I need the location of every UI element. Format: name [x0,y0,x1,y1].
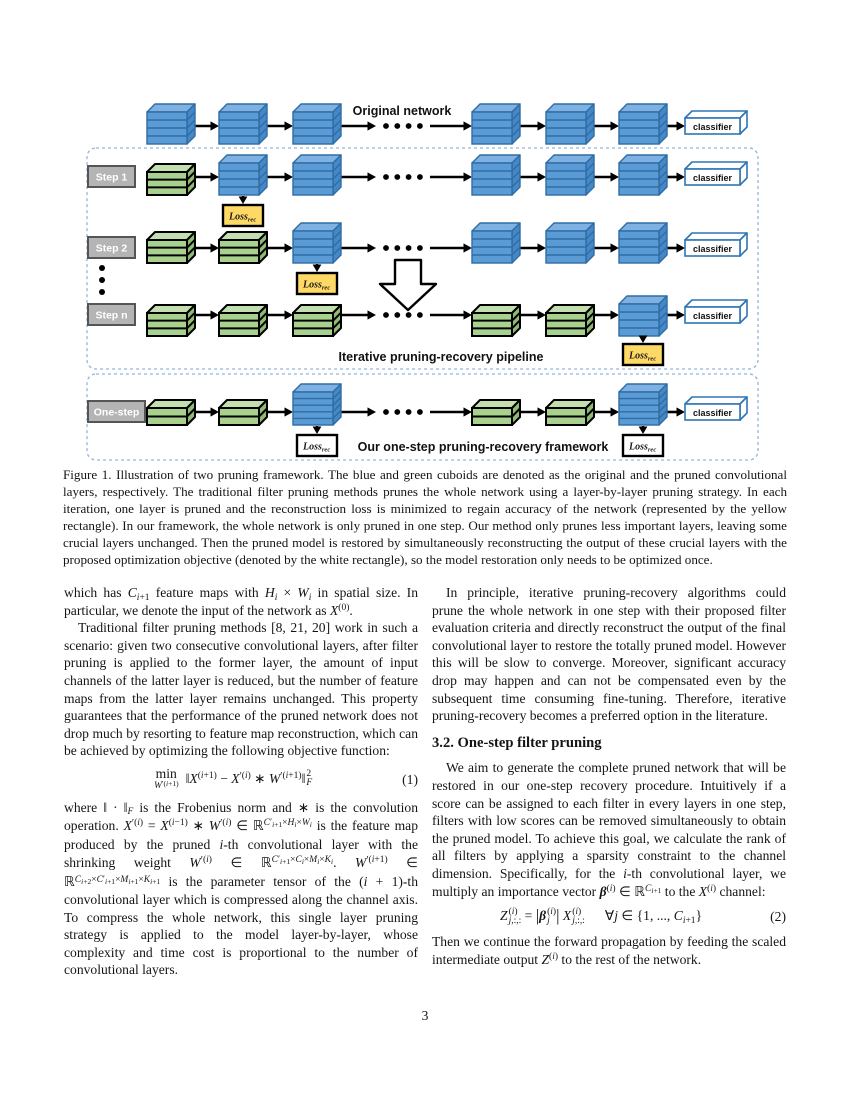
conv-layer-cuboid [219,155,267,195]
conv-layer-cuboid [619,384,667,425]
flow-arrow [667,121,685,130]
equation-1-body: min $W^{'(i+1)}$ $‖X^{(i+1)} - X^{'(i)}$ ∗ $W^{'(i+1)}‖$ 2 F [153,765,313,791]
page-number: 3 [421,1008,429,1023]
loss-arrow [639,336,648,344]
conv-layer-cuboid [293,384,341,425]
flow-arrow [267,243,293,252]
svg-text:Lossrec: Loss$_{rec}$ [629,350,657,363]
big-down-arrow [380,260,436,310]
flow-arrow [195,121,219,130]
equation-2-body: Z (i) j,:,: = |β (i) j | X (i) j,:,: ∀j ∈ {1, ..., $C_{i+1}$} [500,906,703,926]
pruned-layer-cuboid [472,400,520,425]
classifier-box [685,162,747,185]
step-label [88,304,135,325]
svg-text:One-step: One-step [93,406,140,419]
flow-arrow [667,407,685,416]
classifier-box [685,111,747,134]
conv-layer-cuboid [619,296,667,336]
flow-arrow [667,172,685,181]
loss-rec-box [223,205,263,226]
step-label [88,401,145,422]
flow-arrow [195,310,219,319]
flow-arrow [195,172,219,181]
step-1-row [88,155,747,226]
svg-text:Step 2: Step 2 [95,242,128,255]
flow-arrow [195,407,219,416]
loss-rec-box [623,344,663,365]
pruned-layer-cuboid [219,232,267,263]
svg-text:Step 1: Step 1 [95,171,128,184]
ellipsis-dots [383,123,423,129]
flow-arrow [430,172,472,181]
flow-arrow [520,243,546,252]
conv-layer-cuboid [619,155,667,195]
section-heading-3-2: 3.2. One-step filter pruning [432,734,602,751]
conv-layer-cuboid [546,223,594,263]
loss-arrow [313,264,322,272]
svg-text:Step n: Step n [95,309,128,322]
body-paragraph: where ‖ · $‖_F$ is the Frobenius norm and ∗ is the convolution operation. $X^{'(i)} = X^{(i-1)}$ ∗ $W^{'(i)}$ ∈ ℝ$^{C'_{i+1}\times H_i\times W_i}$ is the feature map produced by the pruned i-th convolutional layer with the shrinking weight $W^{'(i)}$ ∈ ℝ$^{C'_{i+1}\times C_i\times M_i\times K_i}$. $W^{'(i+1)}$ ∈ ℝ$^{C_{i+2}\times C'_{i+1}\times M_{i+1}\times K_{i+1}}$ is the parameter tensor of the (i + 1)-th convolutional layer which is compressed along the channel axis. To compress the whole network, this single layer pruning strategy is applied to the model layer-by-layer, whose complexity and time cost is proportional to the number of convolutional layers. [64,799,419,978]
column-left [64,584,418,979]
flow-arrow [341,310,376,319]
ellipsis-dots [383,245,423,251]
original-network-label: Original network [352,104,452,118]
classifier-box [685,233,747,256]
flow-arrow [430,407,472,416]
flow-arrow [341,243,376,252]
flow-arrow [594,310,619,319]
conv-layer-cuboid [619,104,667,144]
svg-text:Lossrec: Loss$_{rec}$ [303,279,331,292]
flow-arrow [267,172,293,181]
pruned-layer-cuboid [147,164,195,195]
pruned-layer-cuboid [546,400,594,425]
conv-layer-cuboid [472,223,520,263]
svg-text:classifier: classifier [692,244,733,254]
flow-arrow [594,243,619,252]
ellipsis-dots [383,409,423,415]
svg-text:classifier: classifier [692,311,733,321]
loss-arrow [239,196,248,204]
flow-arrow [267,310,293,319]
flow-arrow [520,121,546,130]
body-paragraph: We aim to generate the complete pruned network that will be restored in our one-step recovery procedure. Intuitively if a score can be assigned to each filter in every layers in one step, filters with low scores can be removed simultaneously to obtain the pruned model. To achieve this goal, we calculate the rank of all filters by applying a sparsity constraint to the channel dimension. Specifically, for the i-th convolutional layer, we multiply an importance vector $\beta^{(i)}$ ∈ ℝ$^{C_{i+1}}$ to the $X^{(i)}$ channel: [432,760,786,899]
svg-text:classifier: classifier [692,173,733,183]
classifier-box [685,397,747,420]
flow-arrow [520,172,546,181]
svg-text:Lossrec: Loss$_{rec}$ [229,211,257,224]
ellipsis-dots [383,174,423,180]
ellipsis-dots [383,312,423,318]
pruned-layer-cuboid [546,305,594,336]
equation-1 [64,767,418,792]
step-label [88,166,135,187]
flow-arrow [430,243,472,252]
conv-layer-cuboid [472,104,520,144]
pruned-layer-cuboid [472,305,520,336]
flow-arrow [667,243,685,252]
conv-layer-cuboid [546,104,594,144]
conv-layer-cuboid [293,223,341,263]
pruning-framework-figure [85,97,761,463]
body-paragraph: In principle, iterative pruning-recovery algorithms could prune the whole network in one step with their proposed filter evaluation criteria and directly reconstruct the output of the final convolutional layer to restore the totally pruned model. However this will be slow to converge. Moreover, significant accuracy drop may happen and can not be compensated even by the subsequent time consuming fine-tuning. Therefore, iterative pruning-recovery becomes a preferred option in the literature. [432,585,786,724]
flow-arrow [594,407,619,416]
loss-rec-box [297,273,337,294]
body-paragraph: Traditional filter pruning methods [8, 21, 20] work in such a scenario: given two consecutive convolutional layers, after filter pruning is applied to the former layer, the amount of input channels of the latter layer is reduced, but the number of feature maps from the latter layer remains unchanged. This property guarantees that the performance of the pruned network does not drop much by resorting to feature map reconstruction, which can be achieved by optimizing the following objective function: [64,620,418,759]
loss-rec-box [623,435,663,456]
pruned-layer-cuboid [147,232,195,263]
flow-arrow [341,172,376,181]
flow-arrow [267,121,293,130]
flow-arrow [594,121,619,130]
pruned-layer-cuboid [147,400,195,425]
body-paragraph: Then we continue the forward propagation by feeding the scaled intermediate output $Z^{(i)}$ to the rest of the network. [432,933,786,967]
svg-text:classifier: classifier [692,408,733,418]
flow-arrow [667,310,685,319]
conv-layer-cuboid [293,104,341,144]
flow-arrow [341,121,376,130]
conv-layer-cuboid [219,104,267,144]
one-step-framework-label: Our one-step pruning-recovery framework [357,440,609,454]
classifier-box [685,300,747,323]
conv-layer-cuboid [472,155,520,195]
svg-text:Lossrec: Loss$_{rec}$ [629,441,657,454]
conv-layer-cuboid [619,223,667,263]
column-right [432,584,786,968]
loss-arrow [313,426,322,434]
pruned-layer-cuboid [219,400,267,425]
vertical-ellipsis [99,265,105,295]
body-paragraph: which has $C_{i+1}$ feature maps with $H_i \times W_i$ in spatial size. In particular, we denote the input of the network as $X^{(0)}$. [64,585,419,618]
equation-2 [432,907,786,926]
original-network-row [147,104,747,144]
equation-2-number: (2) [770,908,786,924]
pruned-layer-cuboid [293,305,341,336]
conv-layer-cuboid [147,104,195,144]
flow-arrow [594,172,619,181]
loss-rec-box [297,435,337,456]
equation-1-number: (1) [402,771,418,787]
iterative-pipeline-label: Iterative pruning-recovery pipeline [338,350,544,364]
step-label [88,237,135,258]
flow-arrow [195,243,219,252]
pruned-layer-cuboid [147,305,195,336]
flow-arrow [520,310,546,319]
flow-arrow [430,121,472,130]
svg-text:classifier: classifier [692,122,733,132]
flow-arrow [341,407,376,416]
conv-layer-cuboid [293,155,341,195]
figure-1-diagram [85,97,761,463]
loss-arrow [639,426,648,434]
flow-arrow [520,407,546,416]
figure-1-caption: Figure 1. Illustration of two pruning framework. The blue and green cuboids are denoted as the original and the pruned convolutional layers, respectively. The traditional filter pruning methods prunes the whole network using a layer-by-layer pruning strategy. In each iteration, one layer is pruned and the reconstruction loss is minimized to regain accuracy of the network (represented by the yellow rectangle). In our framework, the whole network is only pruned in one step. Our method only prunes less important layers, leaving some crucial layers unchanged. Then the pruned model is restored by simultaneously reconstructing the output of these crucial layers with the proposed optimization objective (denoted by the white rectangle), so the model restoration only needs to be optimized once. [63,467,787,567]
pruned-layer-cuboid [219,305,267,336]
svg-text:Lossrec: Loss$_{rec}$ [303,441,331,454]
flow-arrow [430,310,472,319]
conv-layer-cuboid [546,155,594,195]
flow-arrow [267,407,293,416]
